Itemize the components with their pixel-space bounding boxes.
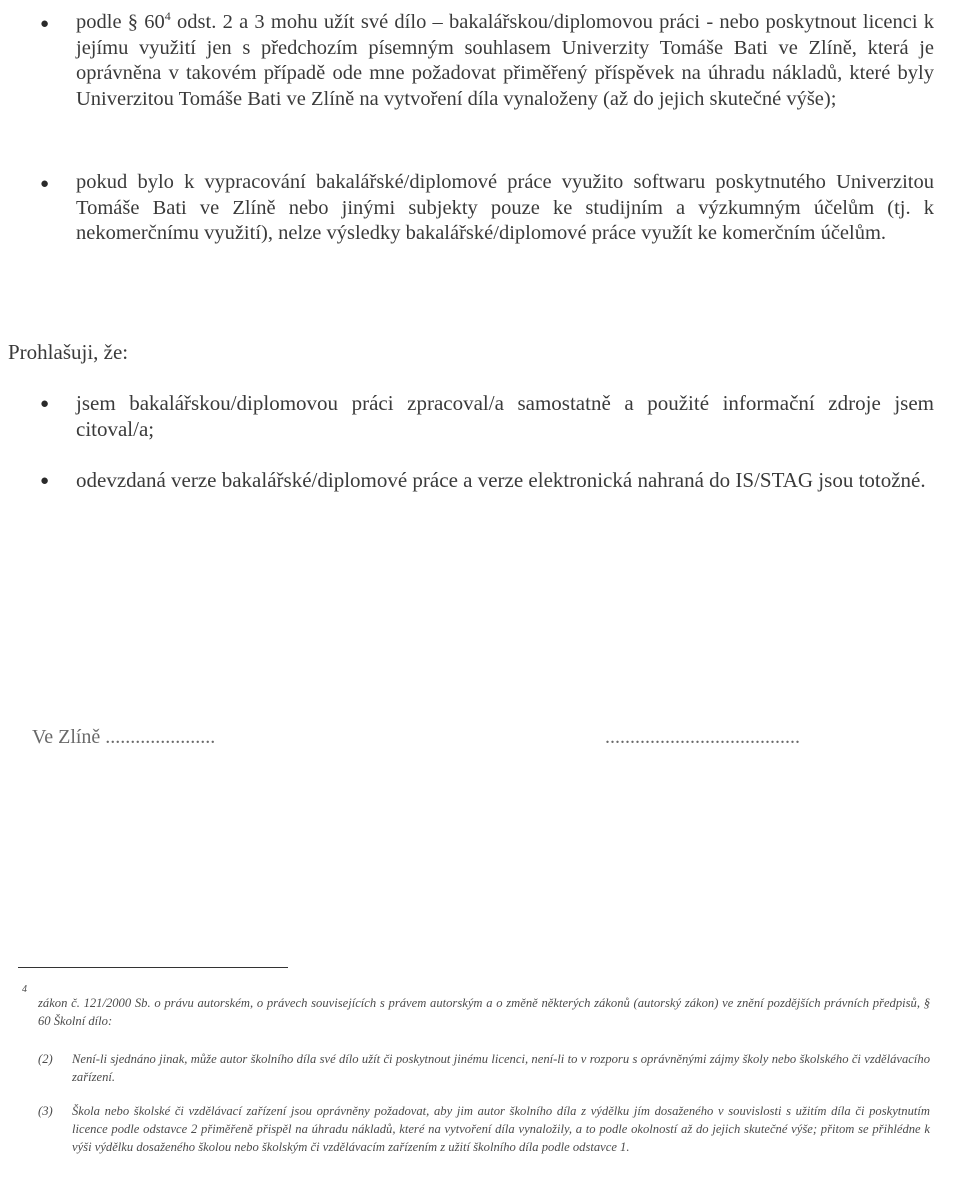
bullet-icon: ● — [40, 396, 50, 412]
signature-place: Ve Zlíně ...................... — [32, 726, 216, 748]
list-item-text: pokud bylo k vypracování bakalářské/diplomové práce využito softwaru poskytnutého Univerzitou Tomáše Bati ve Zlíně nebo jinými subjekty pouze ke studijním a výzkumným účelům (tj. k nekomerčnímu využití), nelze výsledky bakalářské/diplomové práce využít ke komerčním účelům. — [76, 171, 934, 244]
signature-line: ....................................... — [605, 726, 800, 748]
list-item-text: odevzdaná verze bakalářské/diplomové práce a verze elektronická nahraná do IS/STAG jsou totožné. — [76, 468, 926, 492]
footnote-reference: 4 — [164, 9, 171, 24]
list-item-text — [76, 10, 934, 112]
list-item-license-condition — [40, 10, 934, 112]
footnote-divider — [18, 967, 288, 968]
footnote-paragraph-number: (2) — [38, 1052, 53, 1066]
footnote-paragraph — [38, 1050, 930, 1086]
bullet-icon: ● — [40, 16, 50, 32]
footnote-paragraph-number: (3) — [38, 1104, 53, 1118]
footnote-paragraph-text: Není-li sjednáno jinak, může autor školního díla své dílo užít či poskytnout jinému licenci, není-li to v rozporu s oprávněnými zájmy školy nebo školského či vzdělávacího zařízení. — [72, 1052, 930, 1084]
footnote-paragraph-text: Škola nebo školské či vzdělávací zařízení jsou oprávněny požadovat, aby jim autor školního díla z výdělku jím dosaženého v souvislosti s užitím díla či poskytnutím licence podle odstavce 2 přiměřeně přispěl na úhradu nákladů, které na vytvoření díla vynaložily, a to podle okolností až do jejich skutečné výše; přitom se přihlédne k výši výdělku dosaženého školou nebo školským či vzdělávacím zařízením z užití školního díla podle odstavce 1. — [72, 1104, 930, 1154]
list-item-text: jsem bakalářskou/diplomovou práci zpracoval/a samostatně a použité informační zdroje jsem citoval/a; — [76, 391, 934, 441]
list-item-declaration-identical — [40, 467, 934, 495]
list-item-software-condition — [40, 170, 934, 247]
declaration-heading: Prohlašuji, že: — [8, 340, 129, 364]
bullet-icon: ● — [40, 473, 50, 489]
footnote-paragraph — [38, 1102, 930, 1156]
bullet-icon: ● — [40, 176, 50, 192]
paragraph-prefix: podle § 60 — [76, 11, 165, 33]
footnote-intro: zákon č. 121/2000 Sb. o právu autorském, o právech souvisejících s právem autorským a o změně některých zákonů (autorský zákon) ve znění pozdějších právních předpisů, § 60 Školní dílo: — [38, 996, 930, 1028]
footnote-mark: 4 — [22, 984, 27, 995]
paragraph-text: odst. 2 a 3 mohu užít své dílo – bakalářskou/diplomovou práci - nebo poskytnout licenci k jejímu využití jen s předchozím písemným souhlasem Univerzity Tomáše Bati ve Zlíně, která je oprávněna v takovém případě ode mne požadovat přiměřený příspěvek na úhradu nákladů, které byly Univerzitou Tomáše Bati ve Zlíně na vytvoření díla vynaloženy (až do jejich skutečné výše); — [76, 11, 935, 110]
list-item-declaration-independent — [40, 390, 934, 442]
